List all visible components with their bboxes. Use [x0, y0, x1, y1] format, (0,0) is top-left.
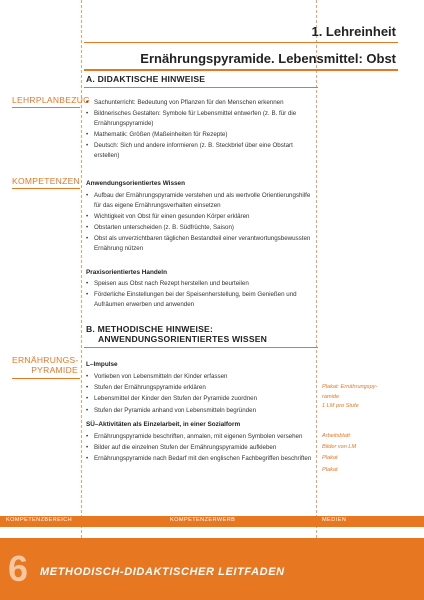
list-item: • Obstarten unterscheiden (z. B. Südfrüchte, Saison)	[86, 223, 312, 233]
praxis-heading: Praxisorientiertes Handeln	[86, 269, 167, 276]
media-item: ramide	[322, 393, 340, 400]
column-label-kompetenzbereich: KOMPETENZBEREICH	[6, 517, 73, 523]
section-b-heading-1: B. METHODISCHE HINWEISE:	[86, 324, 214, 334]
list-item: • Sachunterricht: Bedeutung von Pflanzen für den Menschen erkennen	[86, 98, 312, 108]
list-item: • Ernährungspyramide nach Bedarf mit den englischen Fachbegriffen beschriften	[86, 454, 312, 464]
list-item: • Mathematik: Größen (Maßeinheiten für Rezepte)	[86, 130, 312, 140]
praxis-list	[86, 279, 312, 311]
side-rule-ernaehrungspyramide	[12, 378, 80, 379]
list-item: • Stufen der Pyramide anhand von Lebensmitteln begründen	[86, 406, 312, 416]
media-item: Plakat	[322, 466, 338, 473]
sozial-heading: SÜ–Aktivitäten als Einzelarbeit, in einer Sozialform	[86, 421, 241, 428]
list-item: • Bilder auf die einzelnen Stufen der Ernährungspyramide aufkleben	[86, 443, 312, 453]
list-item: • Bildnerisches Gestalten: Symbole für Lebensmittel entwerfen (z. B. für die Ernährungspyramide)	[86, 109, 312, 128]
side-rule-lehrplanbezug	[12, 107, 80, 108]
list-item: • Obst als unverzichtbaren täglichen Bestandteil einer verantwortungsbewussten Ernährung nützen	[86, 234, 312, 253]
column-label-medien: MEDIEN	[322, 517, 347, 523]
anwendung-list	[86, 191, 312, 255]
footer-title: METHODISCH-DIDAKTISCHER LEITFADEN	[40, 566, 285, 578]
sozial-media	[322, 432, 408, 475]
media-item: Bilder von LM	[322, 444, 357, 451]
list-item: • Lebensmittel der Kinder den Stufen der Pyramide zuordnen	[86, 394, 312, 404]
section-b-heading-2: ANWENDUNGSORIENTIERTES WISSEN	[98, 334, 268, 344]
media-item: 1 LM pro Stufe	[322, 403, 359, 410]
section-a-heading: A. DIDAKTISCHE HINWEISE	[86, 74, 206, 84]
impulse-list	[86, 372, 312, 417]
topic-title: Ernährungspyramide. Lebensmittel: Obst	[140, 51, 396, 66]
side-label-line-1: ERNÄHRUNGS-	[12, 355, 79, 365]
page-number: 6	[8, 548, 29, 589]
list-item: • Ernährungspyramide beschriften, anmalen, mit eigenen Symbolen versehen	[86, 432, 312, 442]
header-rule-2	[84, 69, 398, 71]
column-label-kompetenzerwerb: KOMPETENZERWERB	[170, 517, 236, 523]
list-item: • Deutsch: Sich und andere informieren (z. B. Steckbrief über eine Obstart erstellen)	[86, 141, 312, 160]
section-b-rule	[84, 347, 318, 348]
side-label-line-2: PYRAMIDE	[31, 365, 78, 375]
list-item: • Aufbau der Ernährungspyramide verstehen und als wertvolle Orientierungshilfe für das eigene Ernährungsverhalten einsetzen	[86, 191, 312, 210]
side-label-ernaehrungspyramide	[12, 355, 78, 375]
impulse-heading: L–Impulse	[86, 361, 118, 368]
list-item: • Förderliche Einstellungen bei der Speisenherstellung, beim Genießen und Aufräumen erwerben und anwenden	[86, 290, 312, 309]
side-label-kompetenzen: KOMPETENZEN	[12, 176, 81, 186]
section-a-rule	[84, 87, 318, 88]
column-divider-right	[316, 0, 317, 538]
media-item: Plakat	[322, 455, 338, 462]
sozial-list	[86, 432, 312, 466]
anwendung-heading: Anwendungsorientiertes Wissen	[86, 180, 186, 187]
side-label-lehrplanbezug: LEHRPLANBEZUG	[12, 95, 91, 105]
header-rule-1	[84, 42, 398, 43]
lehrplan-list	[86, 98, 312, 162]
impulse-media	[322, 383, 408, 412]
media-item: Arbeitsblatt	[322, 433, 350, 439]
side-rule-kompetenzen	[12, 188, 80, 189]
list-item: • Wichtigkeit von Obst für einen gesunden Körper erklären	[86, 212, 312, 222]
column-divider-left	[81, 0, 82, 538]
list-item: • Speisen aus Obst nach Rezept herstellen und beurteilen	[86, 279, 312, 289]
list-item: • Vorlieben von Lebensmitteln der Kinder erfassen	[86, 372, 312, 382]
list-item: • Stufen der Ernährungspyramide erklären	[86, 383, 312, 393]
media-item: Plakat: Ernährungspy-	[322, 384, 378, 390]
unit-title: 1. Lehreinheit	[311, 24, 396, 39]
